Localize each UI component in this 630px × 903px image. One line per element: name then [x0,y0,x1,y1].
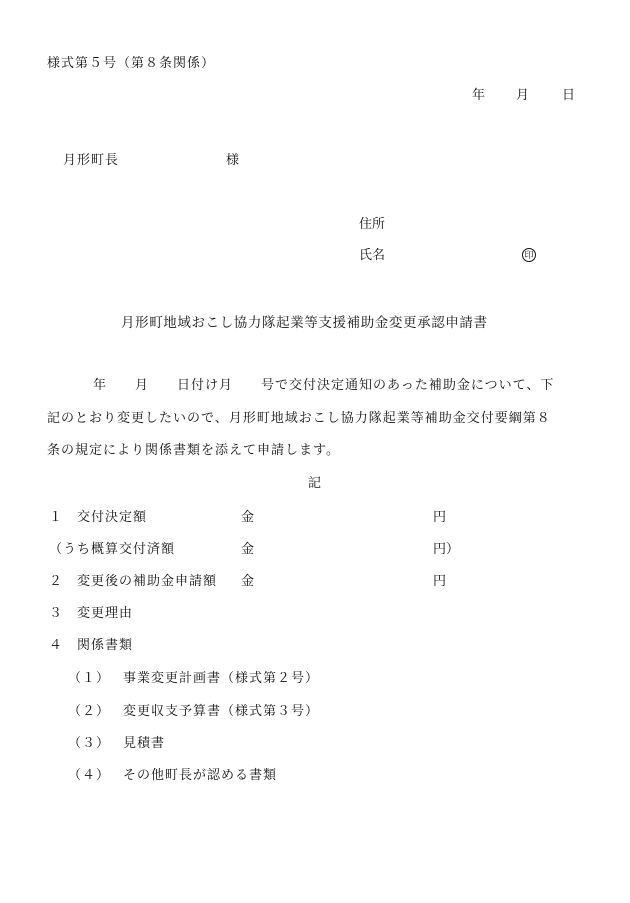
body-line-2: 記のとおり変更したいので、月形町地域おこし協力隊起業等補助金交付要綱第８ [47,411,551,426]
body-line-3: 条の規定により関係書類を添えて申請します。 [47,443,340,458]
item4-label: ４ 関係書類 [49,638,134,653]
document-2-num: （２） [68,704,111,719]
item1-sub-prefix: 金 [241,542,255,557]
date-day: 日 [562,88,576,103]
recipient-name: 月形町長 [63,153,120,168]
address-label: 住所 [359,217,386,232]
item2-unit: 円 [433,574,447,589]
document-4-num: （４） [68,768,111,783]
document-1-text: 事業変更計画書（様式第２号） [123,671,320,686]
item1-sub-unit: 円） [433,542,460,557]
seal-mark: 印 [522,248,536,262]
date-month: 月 [516,88,530,103]
ki-heading: 記 [308,476,322,491]
item3-label: ３ 変更理由 [49,606,134,621]
item1-label: １ 交付決定額 [49,510,148,525]
document-2-text: 変更収支予算書（様式第３号） [123,704,320,719]
recipient-honorific: 様 [226,153,240,168]
document-1-num: （１） [68,671,111,686]
name-label: 氏名 [359,248,386,263]
item1-unit: 円 [433,510,447,525]
form-number: 様式第５号（第８条関係） [47,56,216,71]
document-3-num: （３） [68,736,111,751]
document-3-text: 見積書 [123,736,166,751]
item1-prefix: 金 [241,510,255,525]
item1-sub-label: （うち概算交付済額 [49,542,176,557]
body-line-1: 年 月 日付け月 号で交付決定通知のあった補助金について、下 [93,378,555,393]
document-4-text: その他町長が認める書類 [123,768,278,783]
item2-label: ２ 変更後の補助金申請額 [49,574,218,589]
date-year: 年 [472,88,486,103]
document-title: 月形町地域おこし協力隊起業等支援補助金変更承認申請書 [121,315,488,331]
item2-prefix: 金 [241,574,255,589]
